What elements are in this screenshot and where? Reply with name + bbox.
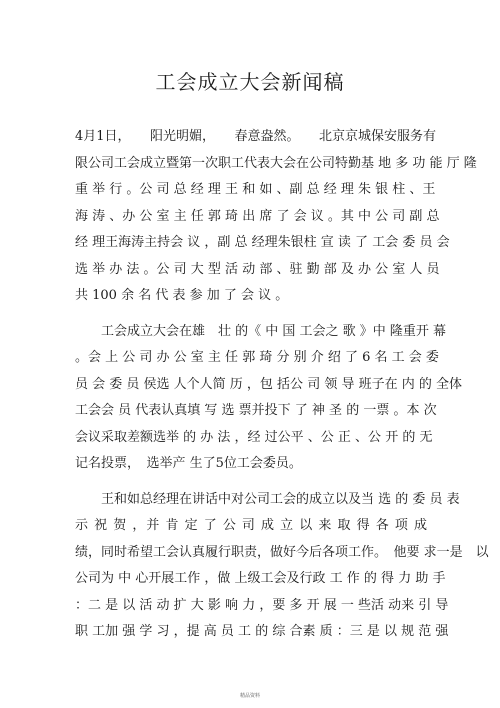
text-line: 限公司工会成立暨第一次职工代表大会在公司特勤基 地 多 功 能 厅 隆 [75,155,477,171]
text-line: 经 理王海涛主持会 议 ，副 总 经理朱银柱 宣 读 了 工会 委 员 会 [75,235,450,250]
paragraph-3 [75,487,489,646]
paragraph-2 [75,319,462,478]
text-line: 会议采取差额选举 的 办 法 ，经 过公平 、公 正 、公 开 的 无 [75,429,433,445]
text-line: 示 祝 贺 ，并 肯 定 了 公 司 成 立 以 来 取 得 各 项 成 [75,518,427,533]
text-line: 记名投票， 选举产 生了5位工会委员。 [75,456,302,471]
text-line: 。会 上 公 司 办 公 室 主 任 郭 琦 分 别 介 绍 了 6 名 工 会 委 [75,350,439,365]
text-line: 绩，同时希望工会认真履行职责，做好今后各项工作。 他要 求一是 以 [75,544,489,560]
text-line: 员 会 委 员 侯选 人个人简 历 ，包 括公 司 领 导 班子在 内 的 全体 [75,376,462,392]
text-line: 工会成立大会在雄 壮 的《 中 国 工会之 歌 》中 隆重开 幕 [101,323,447,339]
text-line: 4月1日， 阳光明媚， 春意盎然。 北京京城保安服务有 [75,129,437,144]
text-line: 公司为 中 心开展工作 ，做 上级工会及行政 工 作 的 得 力 助 手 [75,571,446,586]
text-line: 海 涛 、办 公 室 主 任 郭 琦 出 席 了 会 议 。其 中 公 司 副 总 [75,208,440,224]
document-body [75,124,489,646]
page-footer: 精品资料 [239,693,260,699]
document-title: 工会成立大会新闻稿 [155,70,345,94]
text-line: ：二 是 以 活 动 扩 大 影 响 力 ，要 多 开 展 一 些活 动来 引 导 [75,597,449,613]
text-line: 重 举 行 。公 司 总 经 理 王 和 如 、副 总 经 理 朱 银 柱 、王 [75,182,436,197]
text-line: 共 100 余 名 代 表 参 加 了 会 议 。 [75,288,289,303]
text-line: 职 工加 强 学 习 ，提 高 员 工 的 综 合素 质 ：三 是 以 规 范 强 [75,624,449,639]
paragraph-1 [75,124,477,310]
text-line: 王和如总经理在讲话中对公司工会的成立以及当 选 的 委 员 表 [101,491,460,507]
text-line: 选 举 办 法 。公 司 大 型 活 动 部 、驻 勤 部 及 办 公 室 人 员 [75,261,440,277]
text-line: 工会会 员 代表认真填 写 选 票并投下 了 神 圣 的 一票 。本 次 [75,403,437,418]
